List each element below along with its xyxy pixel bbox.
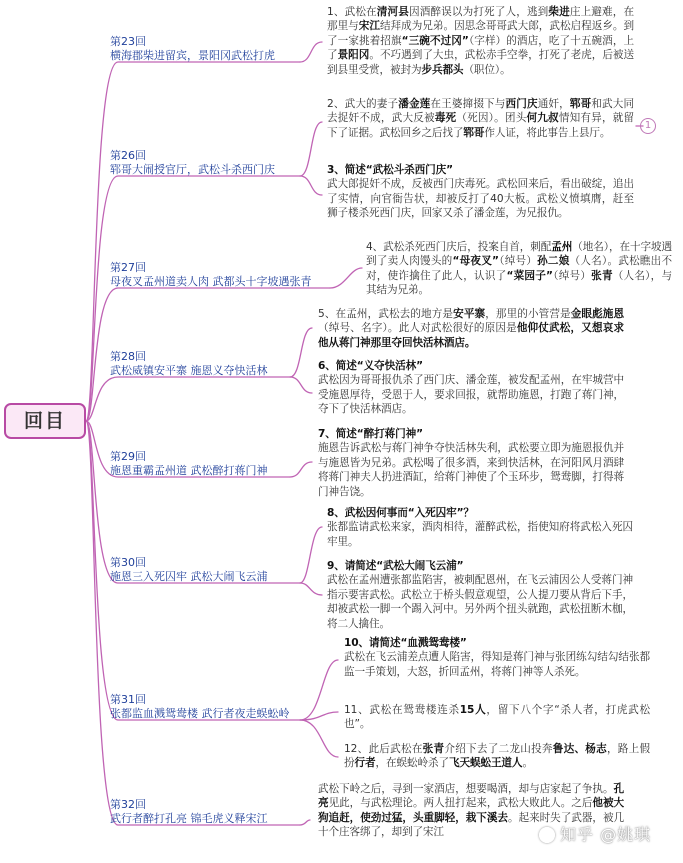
note-emphasis: 15人 (459, 704, 487, 716)
note-text: 在王婆撺掇下与 (430, 98, 506, 110)
note-emphasis: 景阳冈 (337, 49, 370, 62)
mindmap-root: 回目 (4, 403, 86, 439)
branch-ch32 (86, 421, 300, 825)
note-text: 见此，与武松理论。两人扭打起来，武松大败此人。之后 (328, 797, 593, 810)
chapter-title: 施恩重霸孟州道 武松醉打蒋门神 (110, 464, 268, 477)
branch-n4 (330, 268, 362, 288)
note-text: （人名），与其结为兄弟。 (366, 269, 672, 297)
note-emphasis: 行者 (354, 757, 376, 770)
note-text: 。不巧遇到了大虫，武松赤手空拳，打死了老虎，后被送到县里受赏，被封为 (327, 49, 635, 76)
note-9 (327, 559, 633, 631)
chapter-title: 施恩三入死囚牢 武松大闹飞云浦 (110, 570, 268, 583)
note-emphasis: 孟州 (551, 241, 573, 253)
chapter-28 (110, 350, 322, 378)
note-emphasis: “菜园子” (506, 269, 553, 282)
note-text: 庄上避难，在那里与 (327, 6, 634, 33)
note-emphasis: 孙二娘 (537, 255, 570, 268)
branch-ch28 (86, 377, 290, 421)
note-text: ，在蜈蚣岭杀了 (375, 757, 449, 770)
note-emphasis: 清河县 (376, 6, 409, 18)
note-emphasis: 9、请简述“武松大闹飞云浦” (327, 560, 464, 572)
chapter-title: 郓哥大闹授官厅，武松斗杀西门庆 (110, 163, 275, 176)
note-emphasis: 孔亮 (318, 783, 624, 810)
note-emphasis: 10、请简述“血溅鸳鸯楼” (344, 637, 467, 649)
note-1 (327, 5, 634, 77)
note-text: （职位）。 (463, 63, 511, 76)
note-text: 2、武大的妻子 (327, 98, 399, 110)
note-text: （绰号、名字）。此人对武松很好的原因是 (318, 322, 517, 335)
note-2 (327, 97, 634, 140)
note-text: ，路上假扮 (344, 743, 650, 770)
chapter-32 (110, 798, 322, 826)
note-emphasis: 郓哥 (569, 98, 592, 110)
note-4 (366, 240, 672, 298)
branch-n3 (300, 176, 322, 195)
chapter-number: 第23回 (110, 35, 146, 48)
note-emphasis: 宋江 (358, 20, 380, 33)
note-text: ，那里的小管营是 (485, 308, 571, 320)
note-emphasis: 何九叔 (526, 112, 559, 125)
note-emphasis: 他仰仗武松，又想哀求他从蒋门神那里夺回快活林酒店。 (318, 322, 624, 349)
note-text: 介绍下去了二龙山投奔 (444, 743, 553, 755)
note-emphasis: 7、简述“醉打蒋门神” (318, 428, 423, 440)
branch-n6 (290, 377, 312, 393)
note-text: 4、武松杀死西门庆后，投案自首，刺配 (366, 241, 552, 253)
chapter-number: 第31回 (110, 693, 146, 706)
note-text: 武大郎捉奸不成，反被西门庆毒死。武松回来后，看出破绽，追出了实情，向官衙告状，却被反打了40大板。武松义愤填膺，赶至狮子楼杀死西门庆，回家又杀了潘金莲，为兄报仇。 (327, 178, 634, 220)
note-12 (344, 742, 650, 771)
note-text: 5、在孟州，武松去的地方是 (318, 308, 454, 320)
note-10 (344, 636, 650, 679)
note-emphasis: 柴进 (548, 6, 570, 18)
note-text: 。 (522, 757, 533, 770)
note-text: （地名），在十字坡遇到了卖人肉馒头的 (366, 241, 672, 268)
note-emphasis: “三碗不过冈” (401, 34, 469, 47)
note-text: 武松下岭之后，寻到一家酒店，想要喝酒，却与店家起了争执。 (318, 783, 614, 795)
note-text: 和武大同去捉奸不成，武大反被 (327, 98, 634, 125)
note-text: （字样）的酒店，吃了十五碗酒，上了 (327, 34, 634, 62)
watermark-icon (539, 827, 555, 843)
note-text: 通奸， (537, 98, 570, 110)
chapter-26 (110, 149, 322, 177)
chapter-title: 母夜叉孟州道卖人肉 武都头十字坡遇张青 (110, 275, 312, 288)
note-emphasis: 金眼彪施恩 (570, 308, 624, 320)
note-emphasis: “母夜叉” (452, 255, 499, 268)
note-3 (327, 163, 634, 221)
note-text: 张都监请武松来家，酒肉相待，灌醉武松，指使知府将武松入死囚牢里。 (327, 521, 633, 548)
chapter-27 (110, 261, 322, 289)
note-text: 武松在孟州遭张都监陷害，被刺配恩州，在飞云浦因公人受蒋门神指示要害武松。武松立于桥头假意观望，公人提刀要从背后下手，却被武松一脚一个踢入河中。另外两个扭头就跑，武松扭断木枷，将二人擒住。 (327, 574, 633, 630)
note-emphasis: 6、简述“义夺快活林” (318, 360, 423, 372)
chapter-number: 第27回 (110, 261, 146, 274)
note-text: 因酒醉误以为打死了人，逃到 (408, 6, 549, 18)
note-5 (318, 307, 624, 350)
note-emphasis: 步兵都头 (421, 63, 464, 76)
chapter-number: 第26回 (110, 149, 146, 162)
branch-ch26 (86, 176, 300, 421)
note-emphasis: 西门庆 (505, 98, 538, 110)
note-11 (344, 703, 650, 732)
note-emphasis: 张青 (591, 269, 613, 282)
note-text: 武松因为哥哥报仇杀了西门庆、潘金莲，被发配孟州，在牢城营中受施恩厚待，受恩于人，要求回报，就帮助施恩，打跑了蒋门神，夺下了快活林酒店。 (318, 374, 624, 416)
note-text: 作人证，将此事告上县厅。 (484, 126, 611, 139)
note-text: （死因）。团头 (456, 112, 527, 125)
note-text: （绰号） (552, 269, 592, 282)
note-text: 11、武松在鸳鸯楼连杀 (344, 704, 460, 716)
note-emphasis: 张青 (422, 743, 445, 755)
badge-count[interactable]: 1 (640, 118, 656, 134)
note-emphasis: 飞天蜈蚣王道人 (448, 757, 523, 770)
chapter-29 (110, 450, 322, 478)
note-emphasis: 郓哥 (463, 126, 485, 139)
chapter-31 (110, 693, 322, 721)
chapter-title: 武松威镇安平寨 施恩义夺快活林 (110, 364, 268, 377)
note-emphasis: 鲁达、杨志 (552, 743, 607, 755)
note-text: 。起来时失了武器，被几十个庄客绑了，却到了宋江 (318, 811, 624, 839)
watermark: 知乎 @姚琪 (560, 825, 652, 844)
chapter-number: 第30回 (110, 556, 146, 569)
note-emphasis: 毒死 (434, 112, 457, 125)
chapter-number: 第28回 (110, 350, 146, 363)
note-text: 结拜成为兄弟。因思念哥哥武大郎，武松启程返乡。到了一家挑着招旗 (327, 20, 634, 47)
chapter-title: 武行者醉打孔亮 锦毛虎义释宋江 (110, 812, 268, 825)
note-6 (318, 359, 624, 417)
note-text: ，留下八个字“杀人者，打虎武松也”。 (344, 704, 650, 731)
note-text: （人名）。武松瞧出不对，使诈擒住了此人，认识了 (366, 255, 672, 282)
chapter-30 (110, 556, 322, 584)
note-text: 1、武松在 (327, 6, 377, 18)
note-8 (327, 506, 633, 549)
chapter-title: 张都监血溅鸳鸯楼 武行者夜走蜈蚣岭 (110, 707, 290, 720)
note-text: 12、此后武松在 (344, 743, 423, 755)
note-emphasis: 潘金莲 (398, 98, 431, 110)
branch-n12 (300, 720, 338, 757)
branch-n9 (300, 583, 322, 595)
chapter-23 (110, 35, 322, 63)
note-text: 情知有异，就留下了证据。武松回乡之后找了 (327, 112, 635, 139)
chapter-number: 第32回 (110, 798, 146, 811)
note-text: 武松在飞云浦差点遭人陷害，得知是蒋门神与张团练勾结勾结张都监一手策划，大怒，折回孟州，将蒋门神等人杀死。 (344, 651, 650, 678)
note-7 (318, 427, 624, 499)
note-emphasis: 安平寨 (453, 308, 486, 320)
chapter-number: 第29回 (110, 450, 146, 463)
note-text: 施恩告诉武松与蒋门神争夺快活林失利，武松要立即为施恩报仇并与施恩皆为兄弟。武松喝了很多酒，来到快活林，在河阳风月酒肆将蒋门神夫人扔进酒缸，给蒋门神使了个玉环步，鸳鸯脚，打得蒋门神告饶。 (318, 442, 624, 498)
chapter-title: 横海郡柴进留宾，景阳冈武松打虎 (110, 49, 275, 62)
note-text: （绰号） (498, 255, 538, 268)
note-emphasis: 他被大狗追赶，使劲过猛，头重脚轻，栽下溪去 (318, 797, 625, 824)
note-emphasis: 3、简述“武松斗杀西门庆” (327, 164, 453, 176)
note-emphasis: 8、武松因何事而“入死囚牢”？ (327, 507, 474, 519)
